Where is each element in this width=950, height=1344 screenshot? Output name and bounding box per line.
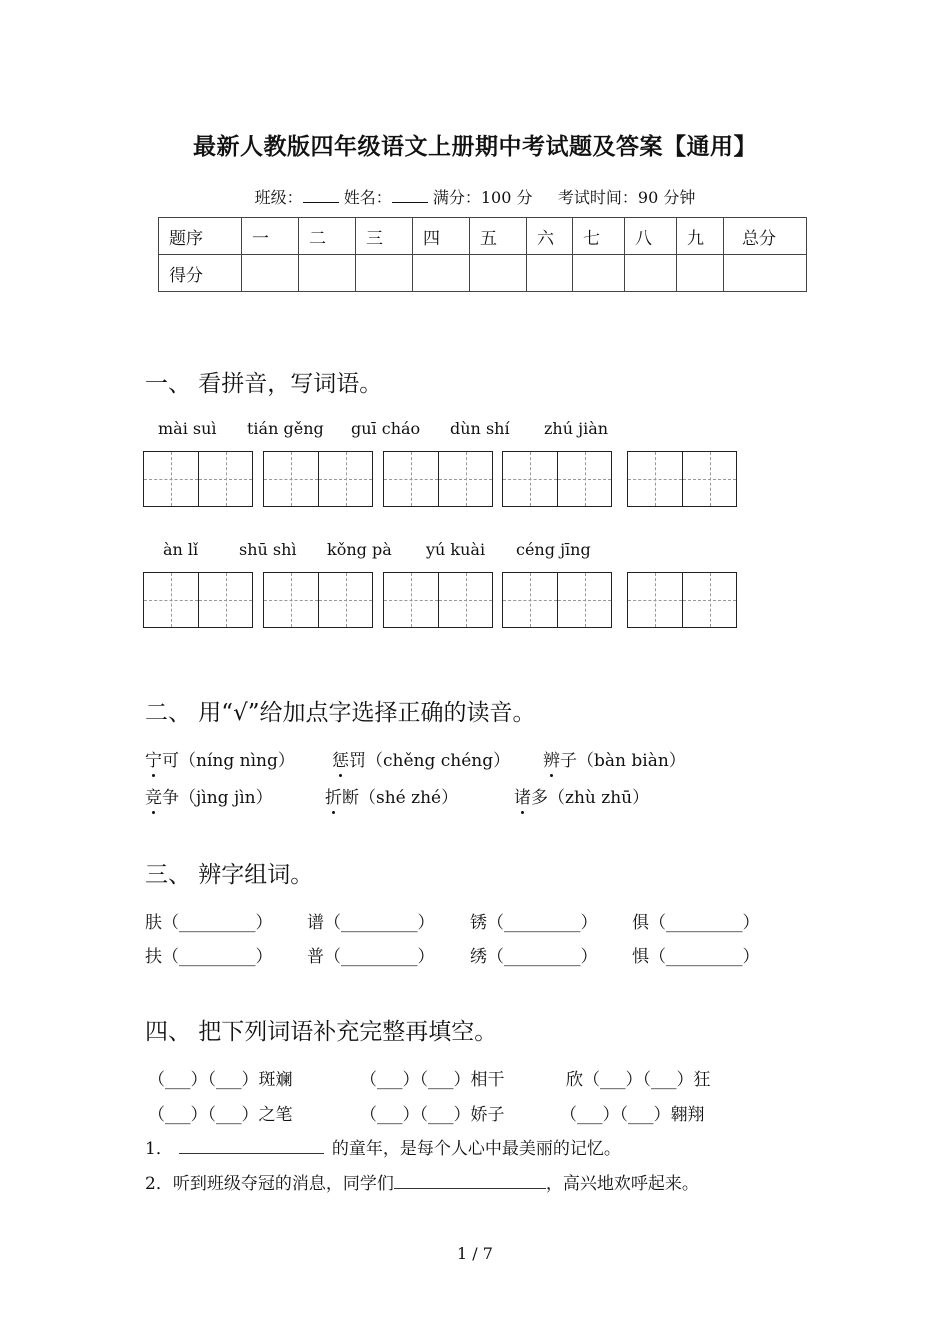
idiom-blank[interactable]: （___）（___）相干	[360, 1070, 505, 1090]
writing-grid[interactable]	[502, 572, 612, 628]
sentence-text: ，高兴地欢呼起来。	[545, 1174, 699, 1194]
score-cell[interactable]	[724, 255, 807, 292]
pinyin-label: céng jīng	[516, 540, 591, 559]
name-blank[interactable]	[392, 188, 428, 203]
pinyin-label: tián gěng	[247, 419, 324, 438]
word-blank[interactable]: 锈（_________）	[470, 913, 598, 933]
score-header-cell: 九	[677, 218, 724, 255]
reading-options: 可（níng nìng）	[162, 751, 295, 771]
page-number: 1 / 7	[457, 1244, 493, 1263]
score-cell[interactable]	[299, 255, 356, 292]
word-blank[interactable]: 俱（_________）	[632, 913, 760, 933]
score-header-cell: 六	[527, 218, 573, 255]
score-cell[interactable]	[470, 255, 527, 292]
pinyin-label: yú kuài	[426, 540, 486, 559]
reading-item[interactable]	[325, 783, 458, 808]
writing-grid[interactable]	[502, 451, 612, 507]
writing-grid[interactable]	[383, 451, 493, 507]
idiom-blank[interactable]: 欣（___）（___）狂	[566, 1070, 711, 1090]
section2-heading: 二、 用“√”给加点字选择正确的读音。	[145, 700, 536, 726]
writing-grid[interactable]	[143, 572, 253, 628]
section1-heading: 一、 看拼音，写词语。	[145, 371, 383, 397]
pinyin-label: mài suì	[158, 419, 217, 438]
word-blank[interactable]: 扶（_________）	[145, 947, 273, 967]
page-title: 最新人教版四年级语文上册期中考试题及答案【通用】	[193, 133, 757, 160]
reading-options: 争（jìng jìn）	[162, 788, 273, 808]
fill-sentence-2	[145, 1169, 699, 1194]
idiom-blank[interactable]: （___）（___）之笔	[148, 1105, 293, 1125]
dotted-char: 宁	[145, 746, 162, 771]
sentence-text: 2．听到班级夺冠的消息，同学们	[145, 1174, 394, 1194]
reading-item[interactable]	[145, 783, 273, 808]
score-row	[159, 255, 807, 292]
score-header-cell: 题序	[159, 218, 242, 255]
idiom-blank[interactable]: （___）（___）翱翔	[560, 1105, 705, 1125]
pinyin-label: guī cháo	[351, 419, 421, 438]
score-cell[interactable]	[242, 255, 299, 292]
exam-time: 考试时间：90 分钟	[557, 188, 696, 207]
exam-meta	[0, 185, 950, 208]
sentence-blank[interactable]	[394, 1174, 546, 1189]
writing-grid[interactable]	[263, 572, 373, 628]
pinyin-label: àn lǐ	[163, 540, 199, 559]
dotted-char: 辨	[543, 746, 560, 771]
idiom-blank[interactable]: （___）（___）斑斓	[148, 1070, 293, 1090]
writing-grid[interactable]	[263, 451, 373, 507]
reading-options: 多（zhù zhū）	[531, 788, 650, 808]
score-row-label: 得分	[159, 255, 242, 292]
score-header-row	[159, 218, 807, 255]
writing-grid[interactable]	[627, 572, 737, 628]
score-cell[interactable]	[573, 255, 625, 292]
score-header-cell: 八	[625, 218, 677, 255]
sentence-number: 1．	[145, 1139, 173, 1159]
pinyin-label: zhú jiàn	[544, 419, 609, 438]
dotted-char: 惩	[332, 746, 349, 771]
name-label: 姓名：	[343, 188, 392, 207]
score-header-cell: 二	[299, 218, 356, 255]
pinyin-label: shū shì	[239, 540, 297, 559]
writing-grid[interactable]	[383, 572, 493, 628]
word-blank[interactable]: 惧（_________）	[632, 947, 760, 967]
section3-heading: 三、 辨字组词。	[145, 862, 314, 888]
score-header-cell: 三	[356, 218, 413, 255]
class-blank[interactable]	[303, 188, 339, 203]
dotted-char: 竞	[145, 783, 162, 808]
full-score: 满分：100 分	[432, 188, 533, 207]
score-cell[interactable]	[527, 255, 573, 292]
reading-options: 子（bàn biàn）	[560, 751, 686, 771]
sentence-blank[interactable]	[179, 1139, 324, 1154]
score-header-cell: 四	[413, 218, 470, 255]
pinyin-label: kǒng pà	[327, 540, 392, 559]
reading-item[interactable]	[145, 746, 295, 771]
score-header-cell: 七	[573, 218, 625, 255]
writing-grid[interactable]	[627, 451, 737, 507]
dotted-char: 诸	[514, 783, 531, 808]
fill-sentence-1	[145, 1134, 621, 1159]
score-cell[interactable]	[356, 255, 413, 292]
reading-item[interactable]	[514, 783, 649, 808]
score-header-cell: 总分	[724, 218, 807, 255]
dotted-char: 折	[325, 783, 342, 808]
word-blank[interactable]: 普（_________）	[307, 947, 435, 967]
score-cell[interactable]	[625, 255, 677, 292]
score-table	[158, 217, 807, 292]
reading-item[interactable]	[543, 746, 686, 771]
word-blank[interactable]: 肤（_________）	[145, 913, 273, 933]
idiom-blank[interactable]: （___）（___）娇子	[360, 1105, 505, 1125]
section4-heading: 四、 把下列词语补充完整再填空。	[145, 1019, 498, 1045]
sentence-text: 的童年，是每个人心中最美丽的记忆。	[331, 1139, 621, 1159]
word-blank[interactable]: 谱（_________）	[307, 913, 435, 933]
score-cell[interactable]	[413, 255, 470, 292]
class-label: 班级：	[254, 188, 303, 207]
reading-item[interactable]	[332, 746, 510, 771]
reading-options: 断（shé zhé）	[342, 788, 459, 808]
score-header-cell: 五	[470, 218, 527, 255]
pinyin-label: dùn shí	[450, 419, 510, 438]
word-blank[interactable]: 绣（_________）	[470, 947, 598, 967]
score-cell[interactable]	[677, 255, 724, 292]
score-header-cell: 一	[242, 218, 299, 255]
reading-options: 罚（chěng chéng）	[349, 751, 511, 771]
writing-grid[interactable]	[143, 451, 253, 507]
